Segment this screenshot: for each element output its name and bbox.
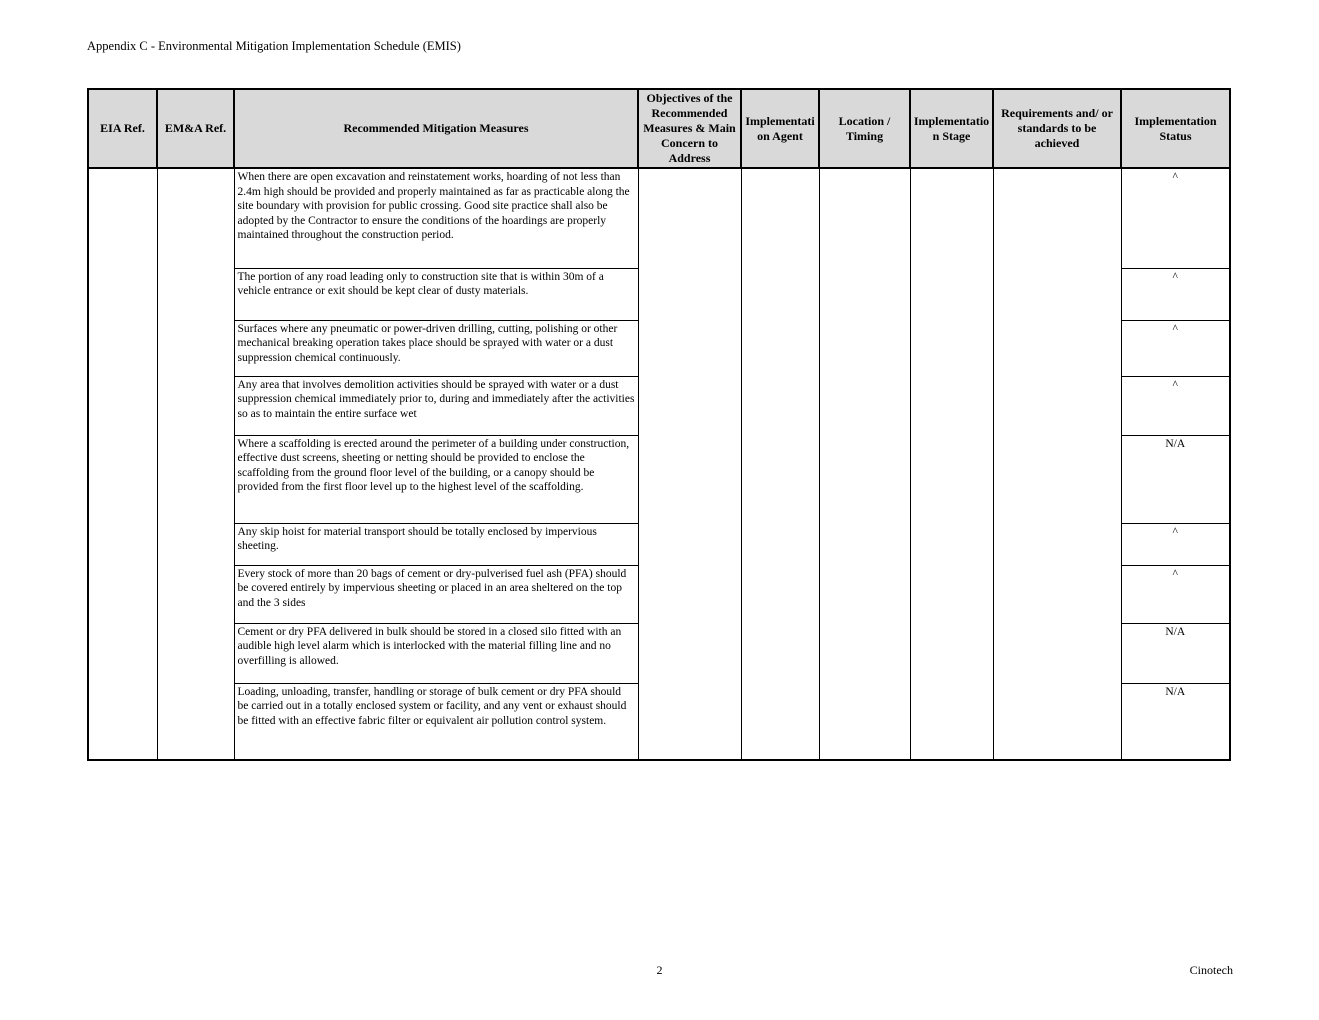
status-cell: ^ [1121, 565, 1230, 623]
measure-cell: The portion of any road leading only to construction site that is within 30m of a vehicle entrance or exit should be kept clear of dusty materials. [234, 268, 638, 320]
measure-cell: When there are open excavation and reinstatement works, hoarding of not less than 2.4m high should be provided and properly maintained as far as practicable along the site boundary with provision for public crossing. Good site practice shall also be adopted by the Contractor to ensure the conditions of the hoardings are properly maintained throughout the construction period. [234, 168, 638, 268]
page-number: 2 [656, 963, 663, 977]
measure-cell: Any area that involves demolition activities should be sprayed with water or a dust suppression chemical immediately prior to, during and immediately after the activities so as to maintain the entire surface wet [234, 376, 638, 435]
header-recommended-mitigation-measures: Recommended Mitigation Measures [234, 89, 638, 168]
header-implementation-status: Implementation Status [1121, 89, 1230, 168]
header-requirements-standards: Requirements and/ or standards to be achieved [993, 89, 1121, 168]
status-cell: ^ [1121, 268, 1230, 320]
header-objectives: Objectives of the Recommended Measures & Main Concern to Address [638, 89, 741, 168]
ema-ref-cell-empty [157, 168, 234, 760]
table-header-row [88, 89, 1230, 168]
measure-cell: Cement or dry PFA delivered in bulk should be stored in a closed silo fitted with an audible high level alarm which is interlocked with the material filling line and no overfilling is allowed. [234, 623, 638, 683]
implementation-stage-cell-empty [910, 168, 993, 760]
measure-cell: Every stock of more than 20 bags of cement or dry-pulverised fuel ash (PFA) should be covered entirely by impervious sheeting or placed in an area sheltered on the top and the 3 sides [234, 565, 638, 623]
requirements-cell-empty [993, 168, 1121, 760]
status-cell: N/A [1121, 623, 1230, 683]
measure-cell: Where a scaffolding is erected around the perimeter of a building under construction, effective dust screens, sheeting or netting should be provided to enclose the scaffolding from the ground floor level of the building, or a canopy should be provided from the first floor level up to the highest level of the scaffolding. [234, 435, 638, 523]
measure-cell: Any skip hoist for material transport should be totally enclosed by impervious sheeting. [234, 523, 638, 565]
measure-cell: Loading, unloading, transfer, handling or storage of bulk cement or dry PFA should be carried out in a totally enclosed system or facility, and any vent or exhaust should be fitted with an effective fabric filter or equivalent air pollution control system. [234, 683, 638, 760]
status-cell: ^ [1121, 320, 1230, 376]
status-cell: ^ [1121, 168, 1230, 268]
status-cell: ^ [1121, 376, 1230, 435]
status-cell: ^ [1121, 523, 1230, 565]
publisher-name: Cinotech [1189, 963, 1233, 977]
table-row [88, 168, 1230, 268]
status-cell: N/A [1121, 435, 1230, 523]
header-implementation-agent: Implementation Agent [741, 89, 819, 168]
mitigation-schedule-table [87, 88, 1231, 761]
location-timing-cell-empty [819, 168, 910, 760]
implementation-agent-cell-empty [741, 168, 819, 760]
header-location-timing: Location / Timing [819, 89, 910, 168]
document-title: Appendix C - Environmental Mitigation Implementation Schedule (EMIS) [87, 39, 461, 53]
header-implementation-stage: Implementation Stage [910, 89, 993, 168]
measure-cell: Surfaces where any pneumatic or power-driven drilling, cutting, polishing or other mechanical breaking operation takes place should be sprayed with water or a dust suppression chemical continuously. [234, 320, 638, 376]
objectives-cell-empty [638, 168, 741, 760]
status-cell: N/A [1121, 683, 1230, 760]
eia-ref-cell-empty [88, 168, 157, 760]
header-eia-ref: EIA Ref. [88, 89, 157, 168]
header-ema-ref: EM&A Ref. [157, 89, 234, 168]
